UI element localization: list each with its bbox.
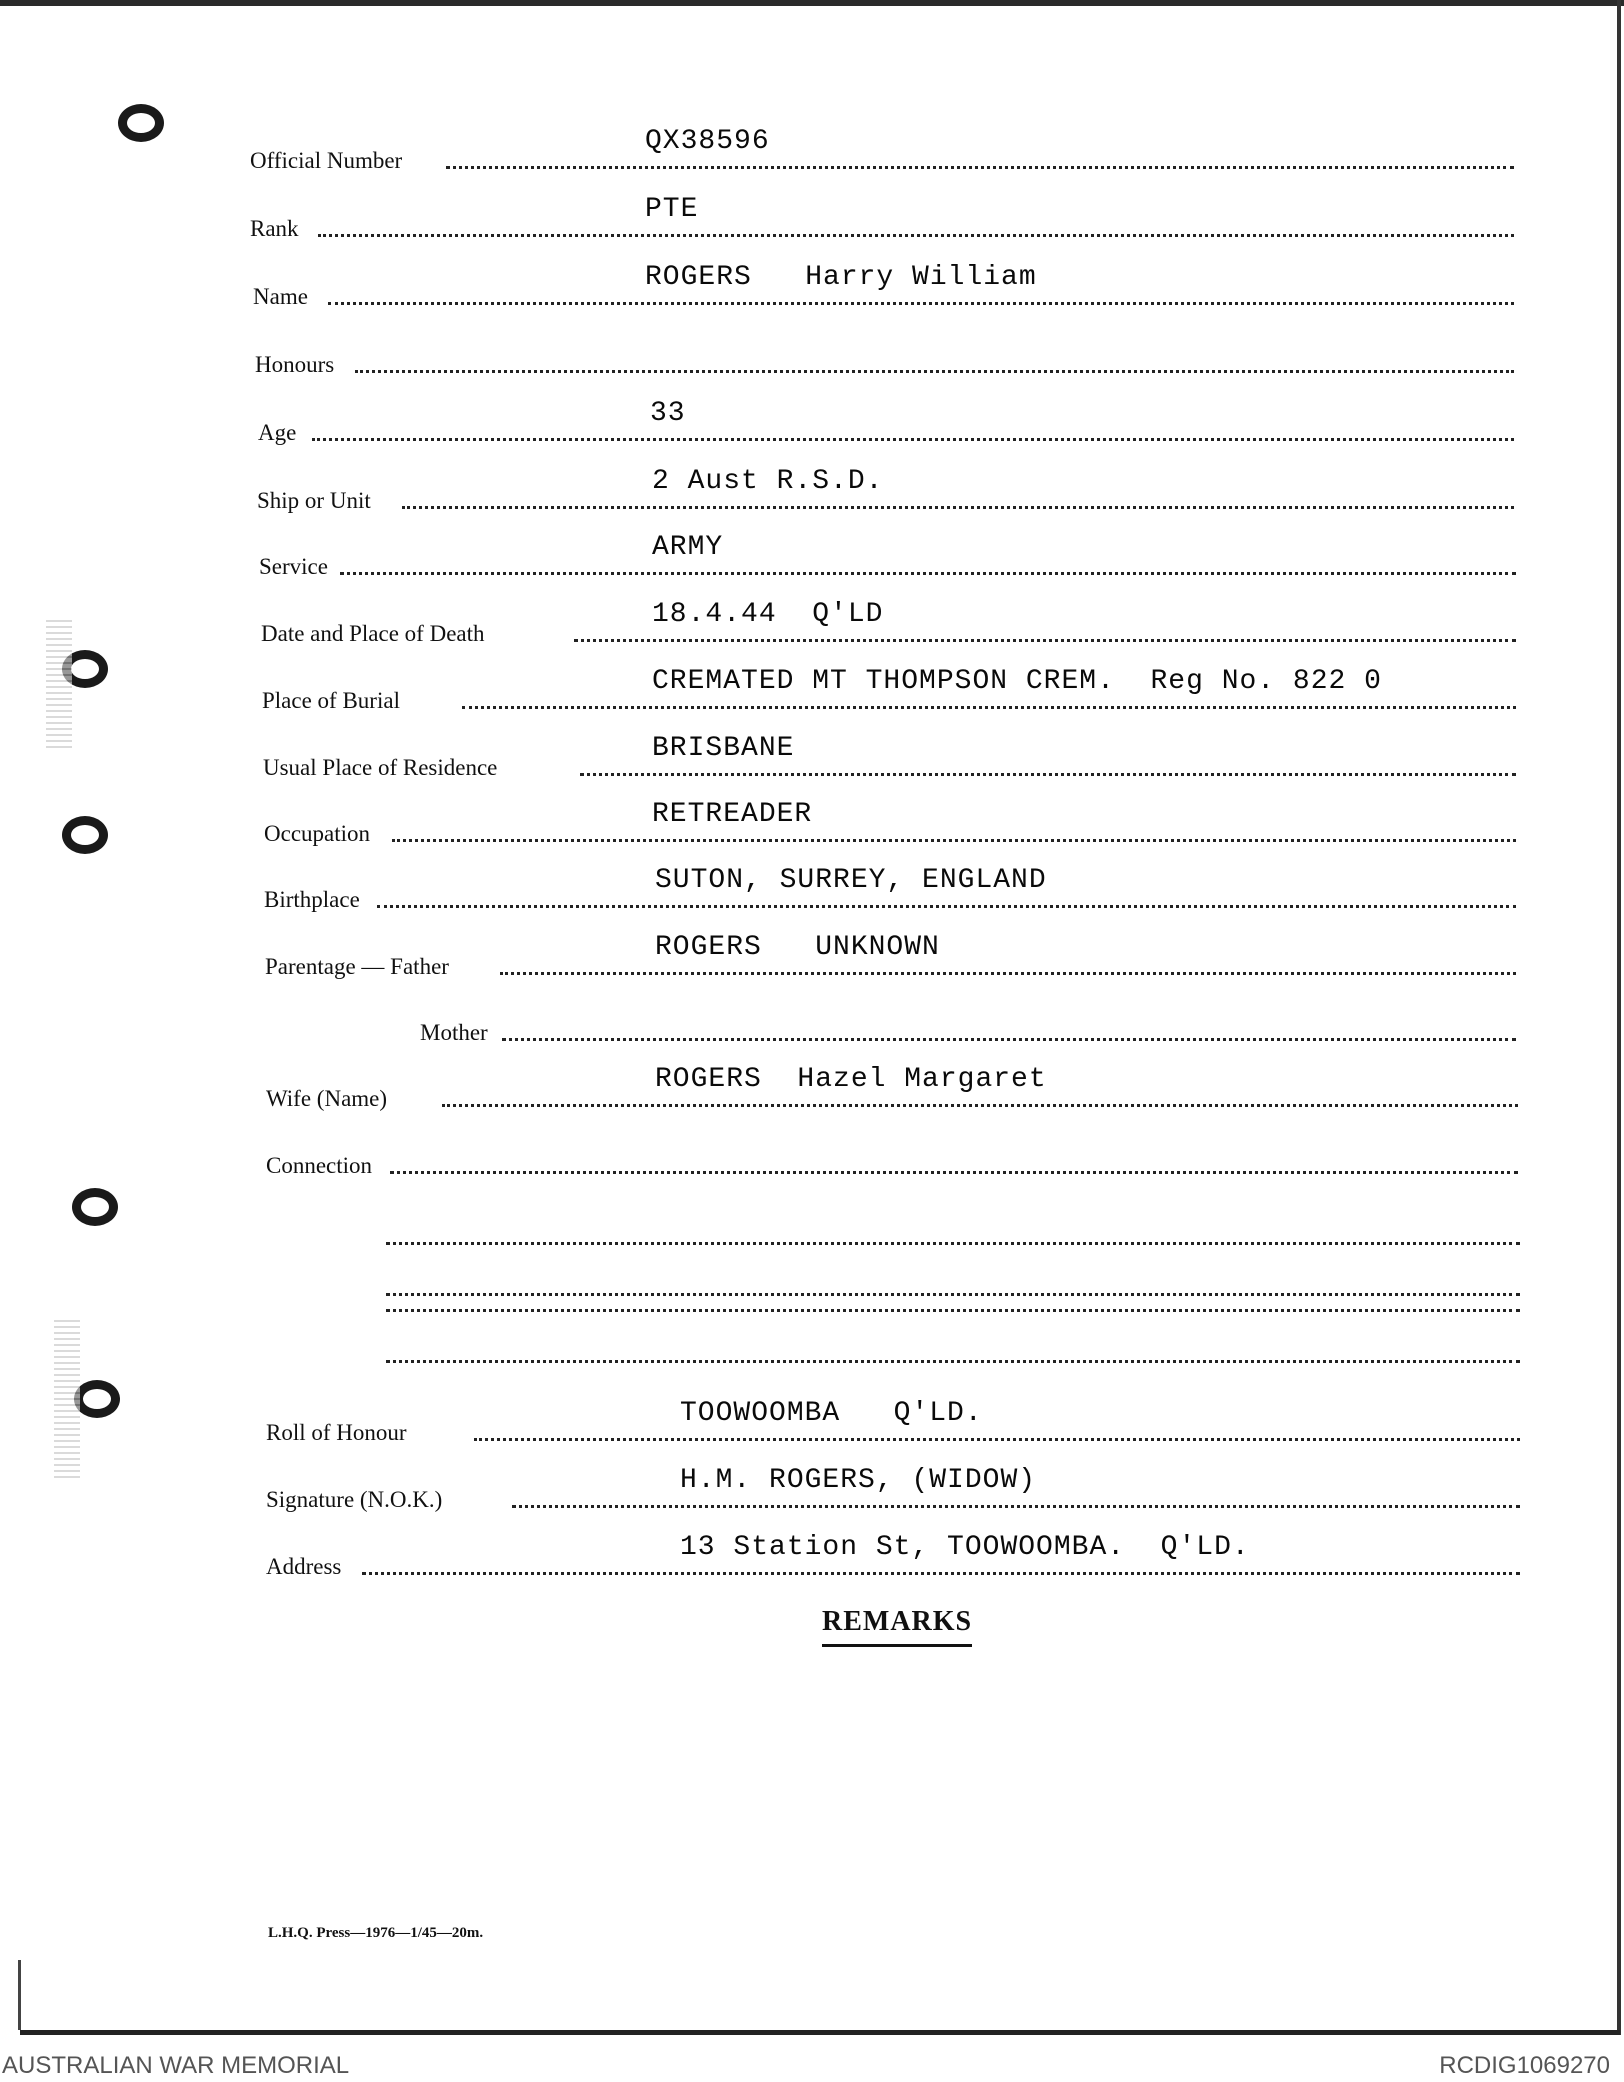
field-official-number: [0, 126, 1624, 190]
field-value: ROGERS UNKNOWN: [655, 932, 940, 963]
dotted-line: [362, 1572, 1520, 1575]
field-value: TOOWOOMBA Q'LD.: [680, 1398, 983, 1429]
dotted-line: [474, 1438, 1520, 1441]
dotted-line: [340, 572, 1516, 575]
field-place-of-burial: [0, 666, 1624, 730]
field-rank: [0, 194, 1624, 258]
connection-blank-line: [386, 1309, 1520, 1312]
field-value: SUTON, SURREY, ENGLAND: [655, 865, 1047, 896]
connection-blank-line: [386, 1242, 1520, 1245]
field-label: Wife (Name): [266, 1086, 388, 1111]
dotted-line: [442, 1104, 1518, 1107]
field-label: Rank: [250, 216, 299, 241]
dotted-line: [355, 370, 1514, 373]
field-label: Mother: [420, 1020, 488, 1045]
dotted-line: [318, 234, 1514, 237]
field-value: 2 Aust R.S.D.: [652, 466, 884, 497]
field-label: Birthplace: [264, 887, 360, 912]
connection-blank-line: [386, 1360, 1520, 1363]
field-value: RETREADER: [652, 799, 813, 830]
field-label: Official Number: [250, 148, 403, 173]
field-label: Name: [253, 284, 308, 309]
dotted-line: [574, 639, 1516, 642]
connection-blank-line: [386, 1293, 1520, 1296]
field-occupation: [0, 799, 1624, 863]
dotted-line: [580, 773, 1516, 776]
field-label: Age: [258, 420, 297, 445]
field-value: QX38596: [645, 126, 770, 157]
field-birthplace: [0, 865, 1624, 929]
dotted-line: [462, 706, 1516, 709]
field-label: Roll of Honour: [266, 1420, 407, 1445]
field-label: Ship or Unit: [257, 488, 371, 513]
scan-bottom-edge: [20, 2030, 1620, 2035]
dotted-line: [402, 506, 1514, 509]
field-label: Connection: [266, 1153, 373, 1178]
footer-institution: AUSTRALIAN WAR MEMORIAL: [2, 2052, 350, 2079]
remarks-heading: REMARKS: [822, 1606, 972, 1647]
dotted-line: [502, 1038, 1516, 1041]
field-age: [0, 398, 1624, 462]
field-label: Usual Place of Residence: [263, 755, 498, 780]
dotted-line: [377, 905, 1516, 908]
field-service: [0, 532, 1624, 596]
field-roll-of-honour: [0, 1398, 1624, 1462]
field-value: H.M. ROGERS, (WIDOW): [680, 1465, 1037, 1496]
dotted-line: [392, 839, 1516, 842]
dotted-line: [500, 972, 1516, 975]
dotted-line: [446, 166, 1514, 169]
field-value: BRISBANE: [652, 733, 795, 764]
field-value: ROGERS Hazel Margaret: [655, 1064, 1047, 1095]
field-label: Parentage — Father: [265, 954, 449, 979]
field-label: Service: [259, 554, 328, 579]
field-mother: [0, 1002, 1624, 1062]
field-value: 13 Station St, TOOWOOMBA. Q'LD.: [680, 1532, 1250, 1563]
scan-left-edge: [18, 1960, 21, 2030]
dotted-line: [390, 1171, 1518, 1174]
field-usual-residence: [0, 733, 1624, 797]
dotted-line: [312, 438, 1514, 441]
field-address: [0, 1532, 1624, 1596]
field-wife: [0, 1064, 1624, 1128]
field-value: 18.4.44 Q'LD: [652, 599, 884, 630]
field-label: Date and Place of Death: [261, 621, 485, 646]
field-label: Occupation: [264, 821, 371, 846]
printer-imprint: L.H.Q. Press—1976—1/45—20m.: [268, 1925, 484, 1941]
field-connection: [0, 1135, 1624, 1195]
field-value: PTE: [645, 194, 699, 225]
field-label: Signature (N.O.K.): [266, 1487, 443, 1512]
field-label: Honours: [255, 352, 335, 377]
footer-record-id: RCDIG1069270: [1439, 2052, 1610, 2079]
field-label: Place of Burial: [262, 688, 400, 713]
field-value: ROGERS Harry William: [645, 262, 1037, 293]
field-date-place-of-death: [0, 599, 1624, 663]
field-value: CREMATED MT THOMPSON CREM. Reg No. 822 0: [652, 666, 1382, 697]
field-signature-nok: [0, 1465, 1624, 1529]
field-father: [0, 932, 1624, 996]
field-value: ARMY: [652, 532, 724, 563]
scan-top-edge: [0, 0, 1624, 6]
field-label: Address: [266, 1554, 342, 1579]
dotted-line: [512, 1505, 1520, 1508]
dotted-line: [328, 302, 1514, 305]
field-value: 33: [650, 398, 686, 429]
field-ship-or-unit: [0, 466, 1624, 530]
field-name: [0, 262, 1624, 326]
field-honours: [0, 334, 1624, 394]
